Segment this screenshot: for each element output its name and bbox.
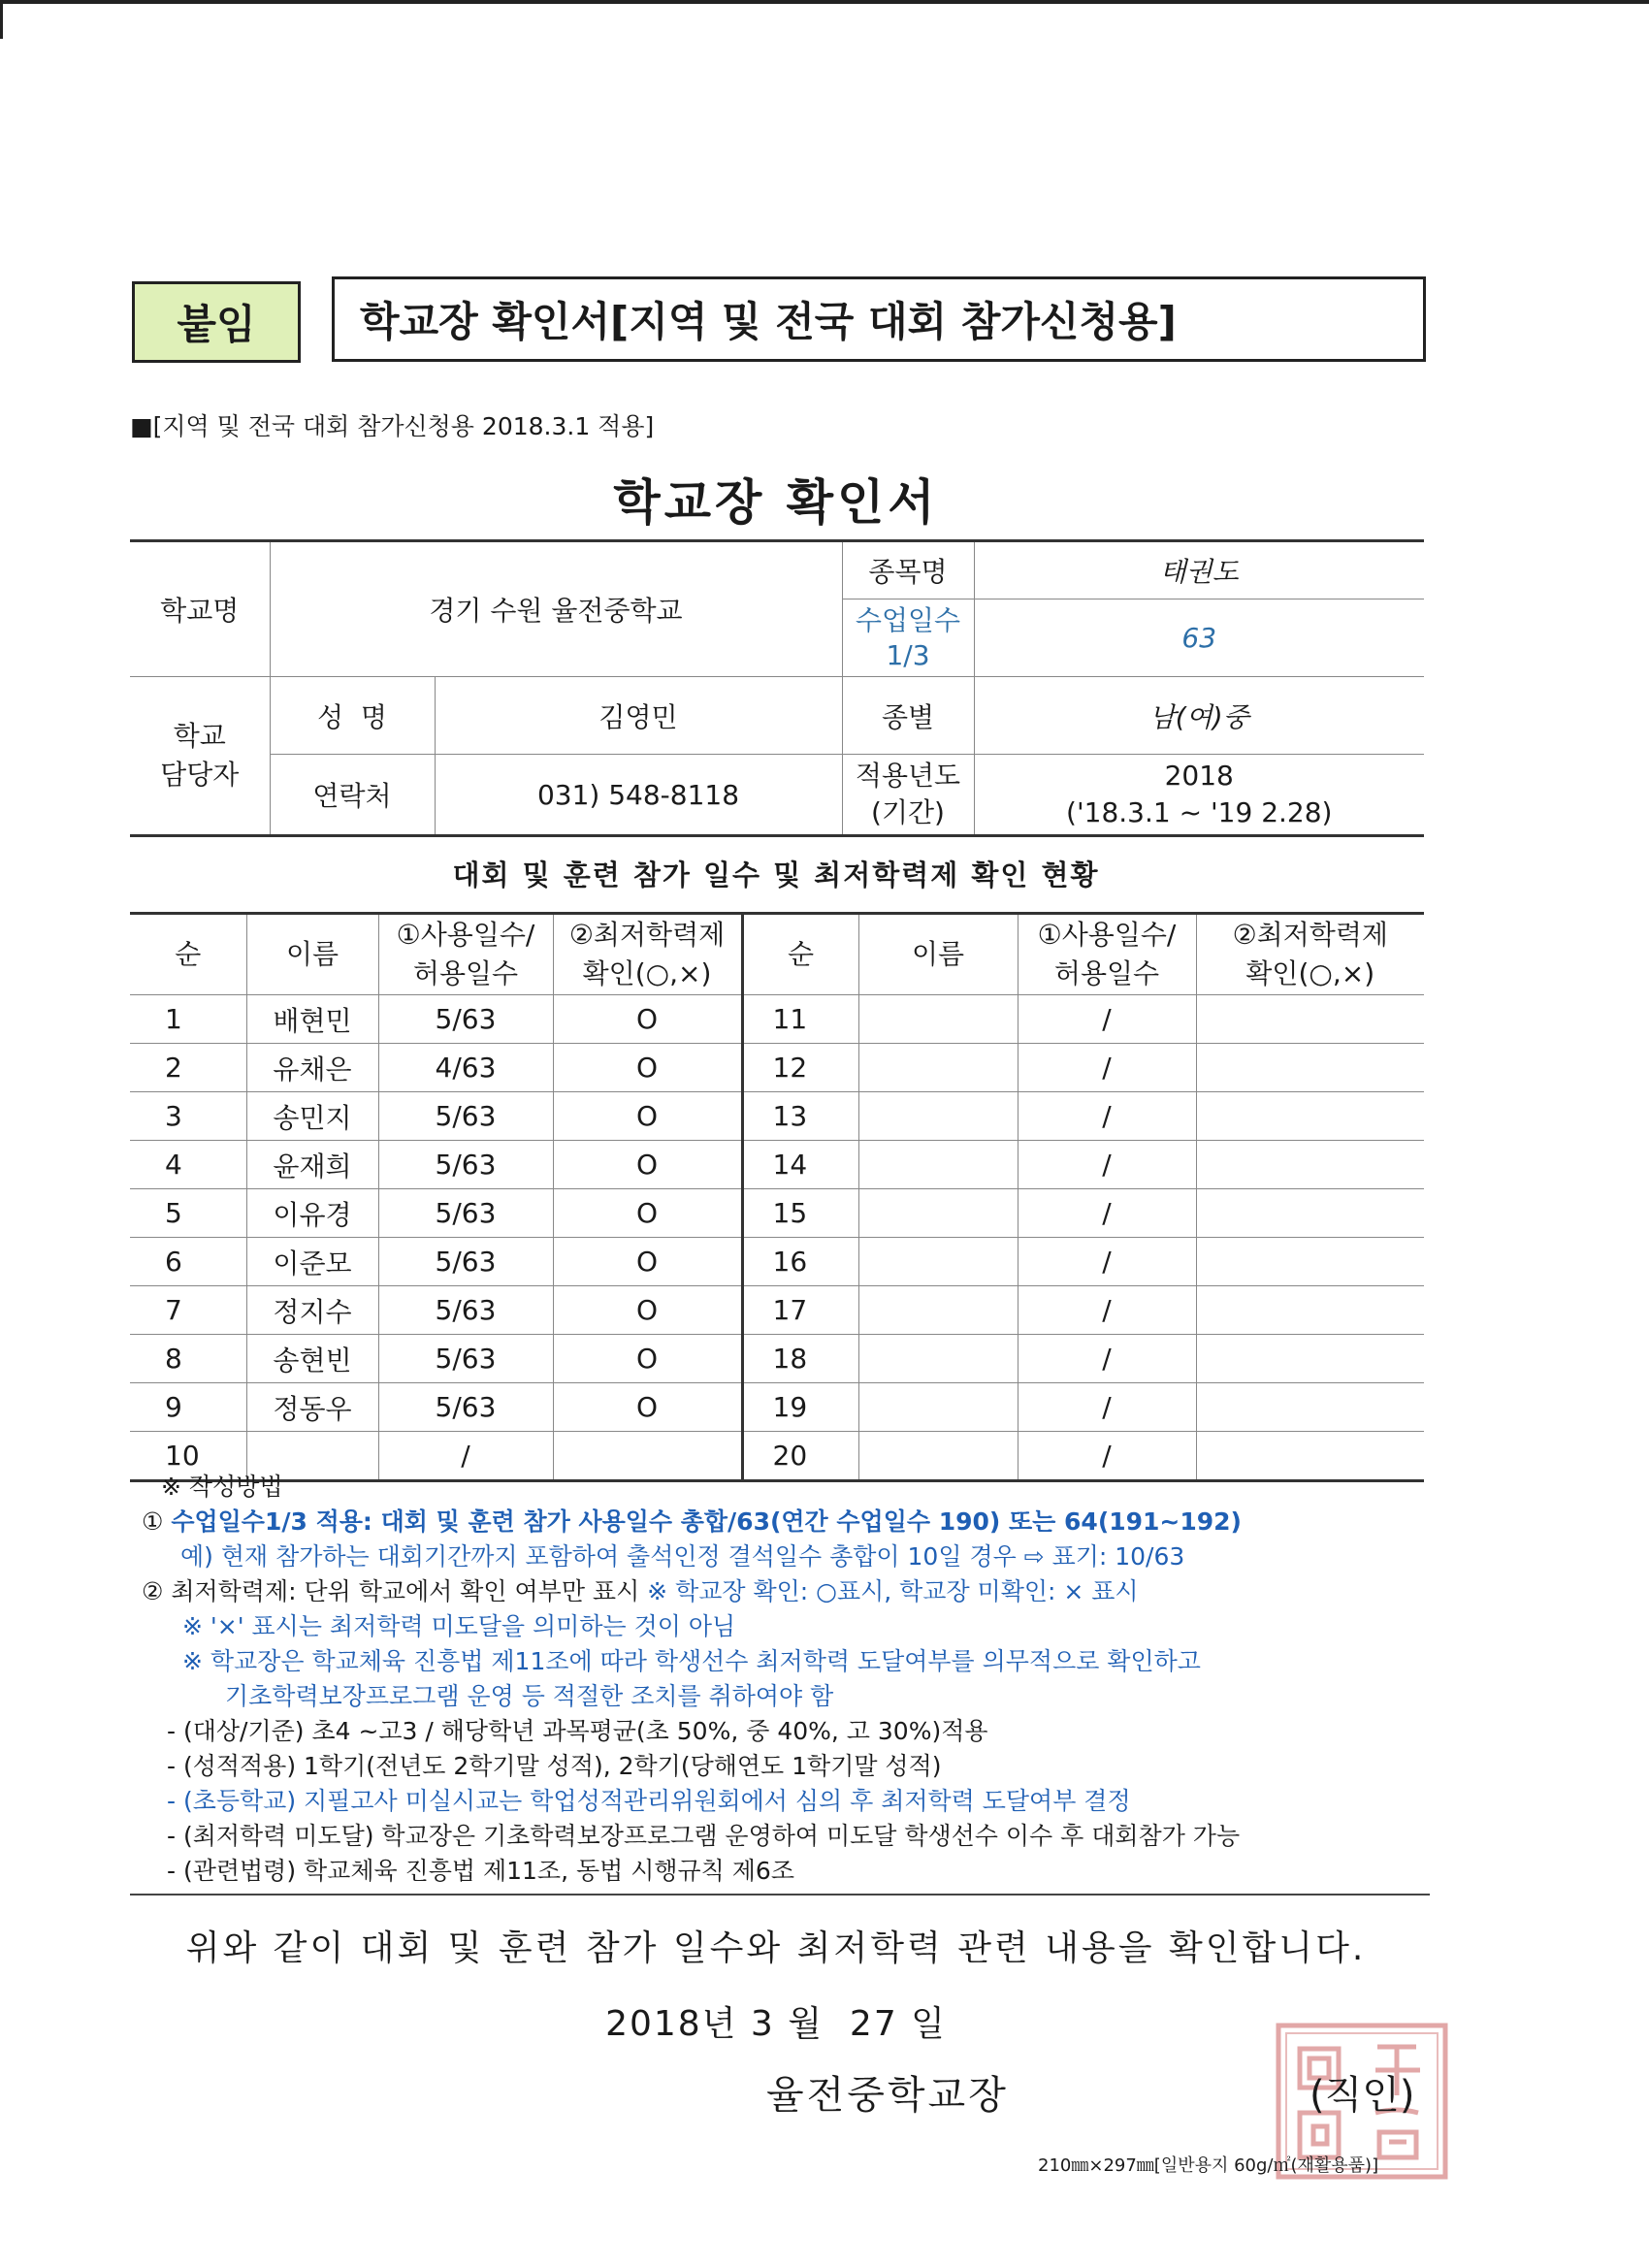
writing-instructions [142, 1470, 1441, 1889]
contact-value: 031) 548-8118 [435, 755, 842, 836]
period-value-text: ('18.3.1 ~ '19 2.28) [1066, 796, 1333, 828]
header-days-line1: ①사용일수/ [396, 919, 535, 951]
manager-label-line1: 학교 [173, 720, 226, 752]
note-6: - (성적적용) 1학기(전년도 2학기말 성적), 2학기(당해연도 1학기말 성적) [167, 1752, 942, 1780]
roster-table [130, 912, 1424, 1482]
left-scan-mark [0, 0, 3, 39]
roster-name: 배현민 [246, 995, 378, 1044]
roster-no-2: 16 [742, 1238, 858, 1286]
roster-name-2 [858, 1238, 1018, 1286]
note-3: ※ '×' 표시는 최저학력 미도달을 의미하는 것이 아님 [182, 1612, 736, 1640]
header-check-2-line2: 확인(○,×) [1245, 957, 1375, 989]
roster-name: 송현빈 [246, 1335, 378, 1383]
roster-no-2: 19 [742, 1383, 858, 1432]
roster-check-2 [1196, 1092, 1424, 1141]
roster-check-2 [1196, 1044, 1424, 1092]
roster-check: O [553, 1383, 742, 1432]
roster-no-2: 15 [742, 1189, 858, 1238]
header-days-2 [1018, 914, 1196, 995]
roster-no: 3 [130, 1092, 246, 1141]
roster-days-2: / [1018, 1189, 1196, 1238]
contact-label: 연락처 [270, 755, 435, 836]
roster-days: 5/63 [378, 995, 553, 1044]
header-no: 순 [130, 914, 246, 995]
roster-days: 5/63 [378, 1286, 553, 1335]
roster-check-2 [1196, 1383, 1424, 1432]
header-days-2-line1: ①사용일수/ [1037, 919, 1177, 951]
roster-name: 이유경 [246, 1189, 378, 1238]
roster-no-2: 12 [742, 1044, 858, 1092]
manager-label [130, 677, 270, 836]
header-days-2-line2: 허용일수 [1053, 957, 1160, 989]
roster-no-2: 17 [742, 1286, 858, 1335]
table-row [130, 1335, 1424, 1383]
document-title: 학교장 확인서 [613, 474, 939, 531]
roster-no-2: 14 [742, 1141, 858, 1189]
header-days [378, 914, 553, 995]
notes-heading: ※ 작성방법 [161, 1473, 283, 1501]
note-2 [142, 1574, 1441, 1609]
roster-days: 5/63 [378, 1189, 553, 1238]
roster-days-2: / [1018, 1141, 1196, 1189]
table-row [130, 1044, 1424, 1092]
roster-no: 9 [130, 1383, 246, 1432]
event-label: 종목명 [842, 541, 974, 599]
roster-check: O [553, 1044, 742, 1092]
note-1 [142, 1505, 1441, 1539]
roster-days-2: / [1018, 1044, 1196, 1092]
header-name: 이름 [246, 914, 378, 995]
name-label: 성 명 [270, 677, 435, 755]
note-7: - (초등학교) 지필고사 미실시교는 학업성적관리위원회에서 심의 후 최저학력 도달여부 결정 [167, 1787, 1131, 1815]
year-value [974, 755, 1424, 836]
roster-name-2 [858, 1383, 1018, 1432]
roster-no-2: 18 [742, 1335, 858, 1383]
class-days-label [842, 599, 974, 677]
roster-days-2: / [1018, 1432, 1196, 1481]
roster-check-2 [1196, 1286, 1424, 1335]
roster-no: 2 [130, 1044, 246, 1092]
table-row [130, 1383, 1424, 1432]
roster-days: 5/63 [378, 1092, 553, 1141]
event-value: 태권도 [974, 541, 1424, 599]
roster-name-2 [858, 1189, 1018, 1238]
roster-name-2 [858, 1141, 1018, 1189]
name-value: 김영민 [435, 677, 842, 755]
notes-divider [130, 1894, 1430, 1895]
roster-days: 5/63 [378, 1335, 553, 1383]
roster-check: O [553, 995, 742, 1044]
roster-check: O [553, 1335, 742, 1383]
roster-check: O [553, 1238, 742, 1286]
roster-no: 6 [130, 1238, 246, 1286]
roster-no-2: 13 [742, 1092, 858, 1141]
table-row [130, 1141, 1424, 1189]
roster-days-2: / [1018, 1383, 1196, 1432]
year-label-line2: (기간) [871, 796, 945, 828]
roster-name: 윤재희 [246, 1141, 378, 1189]
table-row [130, 995, 1424, 1044]
subheading: ■[지역 및 전국 대회 참가신청용 2018.3.1 적용] [130, 412, 655, 440]
roster-days: / [378, 1432, 553, 1481]
roster-check: O [553, 1141, 742, 1189]
roster-name-2 [858, 1335, 1018, 1383]
header-check [553, 914, 742, 995]
roster-check: O [553, 1189, 742, 1238]
issue-date: 2018년 3 월 27 일 [605, 2004, 947, 2044]
roster-name: 유채은 [246, 1044, 378, 1092]
note-2-mark: ※ 학교장 확인: ○표시, 학교장 미확인: × 표시 [647, 1577, 1139, 1605]
header-no-2: 순 [742, 914, 858, 995]
roster-check: O [553, 1286, 742, 1335]
roster-check-2 [1196, 1238, 1424, 1286]
roster-no-2: 11 [742, 995, 858, 1044]
class-days-value: 63 [974, 599, 1424, 677]
roster-no: 10 [130, 1432, 246, 1481]
school-name-value: 경기 수원 율전중학교 [270, 541, 842, 677]
roster-name-2 [858, 1092, 1018, 1141]
note-9: - (관련법령) 학교체육 진흥법 제11조, 동법 시행규칙 제6조 [167, 1857, 794, 1885]
roster-name-2 [858, 995, 1018, 1044]
year-value-text: 2018 [1164, 760, 1234, 792]
roster-name-2 [858, 1044, 1018, 1092]
closing-statement: 위와 같이 대회 및 훈련 참가 일수와 최저학력 관련 내용을 확인합니다. [185, 1928, 1367, 1968]
note-1-text: 수업일수1/3 적용: 대회 및 훈련 참가 사용일수 총합/63(연간 수업일수 190) 또는 64(191~192) [171, 1507, 1242, 1536]
header-title: 학교장 확인서[지역 및 전국 대회 참가신청용] [332, 276, 1426, 362]
year-label [842, 755, 974, 836]
note-5: - (대상/기준) 초4 ~고3 / 해당학년 과목평균(초 50%, 중 40%, 고 30%)적용 [167, 1717, 988, 1745]
note-1-prefix: ① [142, 1507, 172, 1536]
roster-check-2 [1196, 1189, 1424, 1238]
table-row [130, 1189, 1424, 1238]
roster-days: 4/63 [378, 1044, 553, 1092]
roster-check: O [553, 1092, 742, 1141]
roster-no-2: 20 [742, 1432, 858, 1481]
roster-days: 5/63 [378, 1141, 553, 1189]
header-check-line2: 확인(○,×) [582, 957, 712, 989]
table-row [130, 1286, 1424, 1335]
table-row [130, 1238, 1424, 1286]
roster-no: 7 [130, 1286, 246, 1335]
header-days-line2: 허용일수 [412, 957, 519, 989]
roster-name: 송민지 [246, 1092, 378, 1141]
roster-no: 8 [130, 1335, 246, 1383]
roster-days: 5/63 [378, 1238, 553, 1286]
note-2-text: ② 최저학력제: 단위 학교에서 확인 여부만 표시 [142, 1577, 648, 1605]
roster-check-2 [1196, 1141, 1424, 1189]
seal-label: (직인) [1310, 2073, 1415, 2118]
roster-days-2: / [1018, 1092, 1196, 1141]
section-title: 대회 및 훈련 참가 일수 및 최저학력제 확인 현황 [452, 859, 1100, 891]
roster-no: 1 [130, 995, 246, 1044]
category-value: 남(여)중 [974, 677, 1424, 755]
roster-header-row [130, 914, 1424, 995]
table-row [130, 1092, 1424, 1141]
header-check-line1: ②최저학력제 [568, 919, 726, 951]
roster-days-2: / [1018, 1238, 1196, 1286]
roster-no: 4 [130, 1141, 246, 1189]
roster-name-2 [858, 1286, 1018, 1335]
school-name-label: 학교명 [130, 541, 270, 677]
top-border-line [0, 0, 1649, 4]
class-days-fraction: 1/3 [886, 638, 930, 671]
header-check-2-line1: ②최저학력제 [1232, 919, 1388, 951]
roster-name: 정지수 [246, 1286, 378, 1335]
note-4a: ※ 학교장은 학교체육 진흥법 제11조에 따라 학생선수 최저학력 도달여부를 의무적으로 확인하고 [182, 1647, 1201, 1675]
roster-check-2 [1196, 1335, 1424, 1383]
roster-days-2: / [1018, 995, 1196, 1044]
roster-days: 5/63 [378, 1383, 553, 1432]
roster-days-2: / [1018, 1286, 1196, 1335]
year-label-line1: 적용년도 [855, 760, 961, 792]
note-4b: 기초학력보장프로그램 운영 등 적절한 조치를 취하여야 함 [225, 1682, 834, 1710]
roster-check-2 [1196, 995, 1424, 1044]
manager-label-line2: 담당자 [160, 759, 240, 791]
roster-days-2: / [1018, 1335, 1196, 1383]
roster-name: 이준모 [246, 1238, 378, 1286]
note-1-example: 예) 현재 참가하는 대회기간까지 포함하여 출석인정 결석일수 총합이 10일 경우 ⇨ 표기: 10/63 [180, 1542, 1185, 1571]
info-table [130, 539, 1424, 837]
category-label: 종별 [842, 677, 974, 755]
attachment-tag: 붙임 [132, 281, 301, 363]
principal-name: 율전중학교장 [766, 2073, 1009, 2118]
header-name-2: 이름 [858, 914, 1018, 995]
note-8: - (최저학력 미도달) 학교장은 기초학력보장프로그램 운영하여 미도달 학생선수 이수 후 대회참가 가능 [167, 1822, 1241, 1850]
roster-no: 5 [130, 1189, 246, 1238]
header-check-2 [1196, 914, 1424, 995]
class-days-label-text: 수업일수 [855, 603, 961, 636]
roster-name: 정동우 [246, 1383, 378, 1432]
paper-spec-footer: 210㎜×297㎜[일반용지 60g/㎡(재활용품)] [1038, 2155, 1379, 2176]
